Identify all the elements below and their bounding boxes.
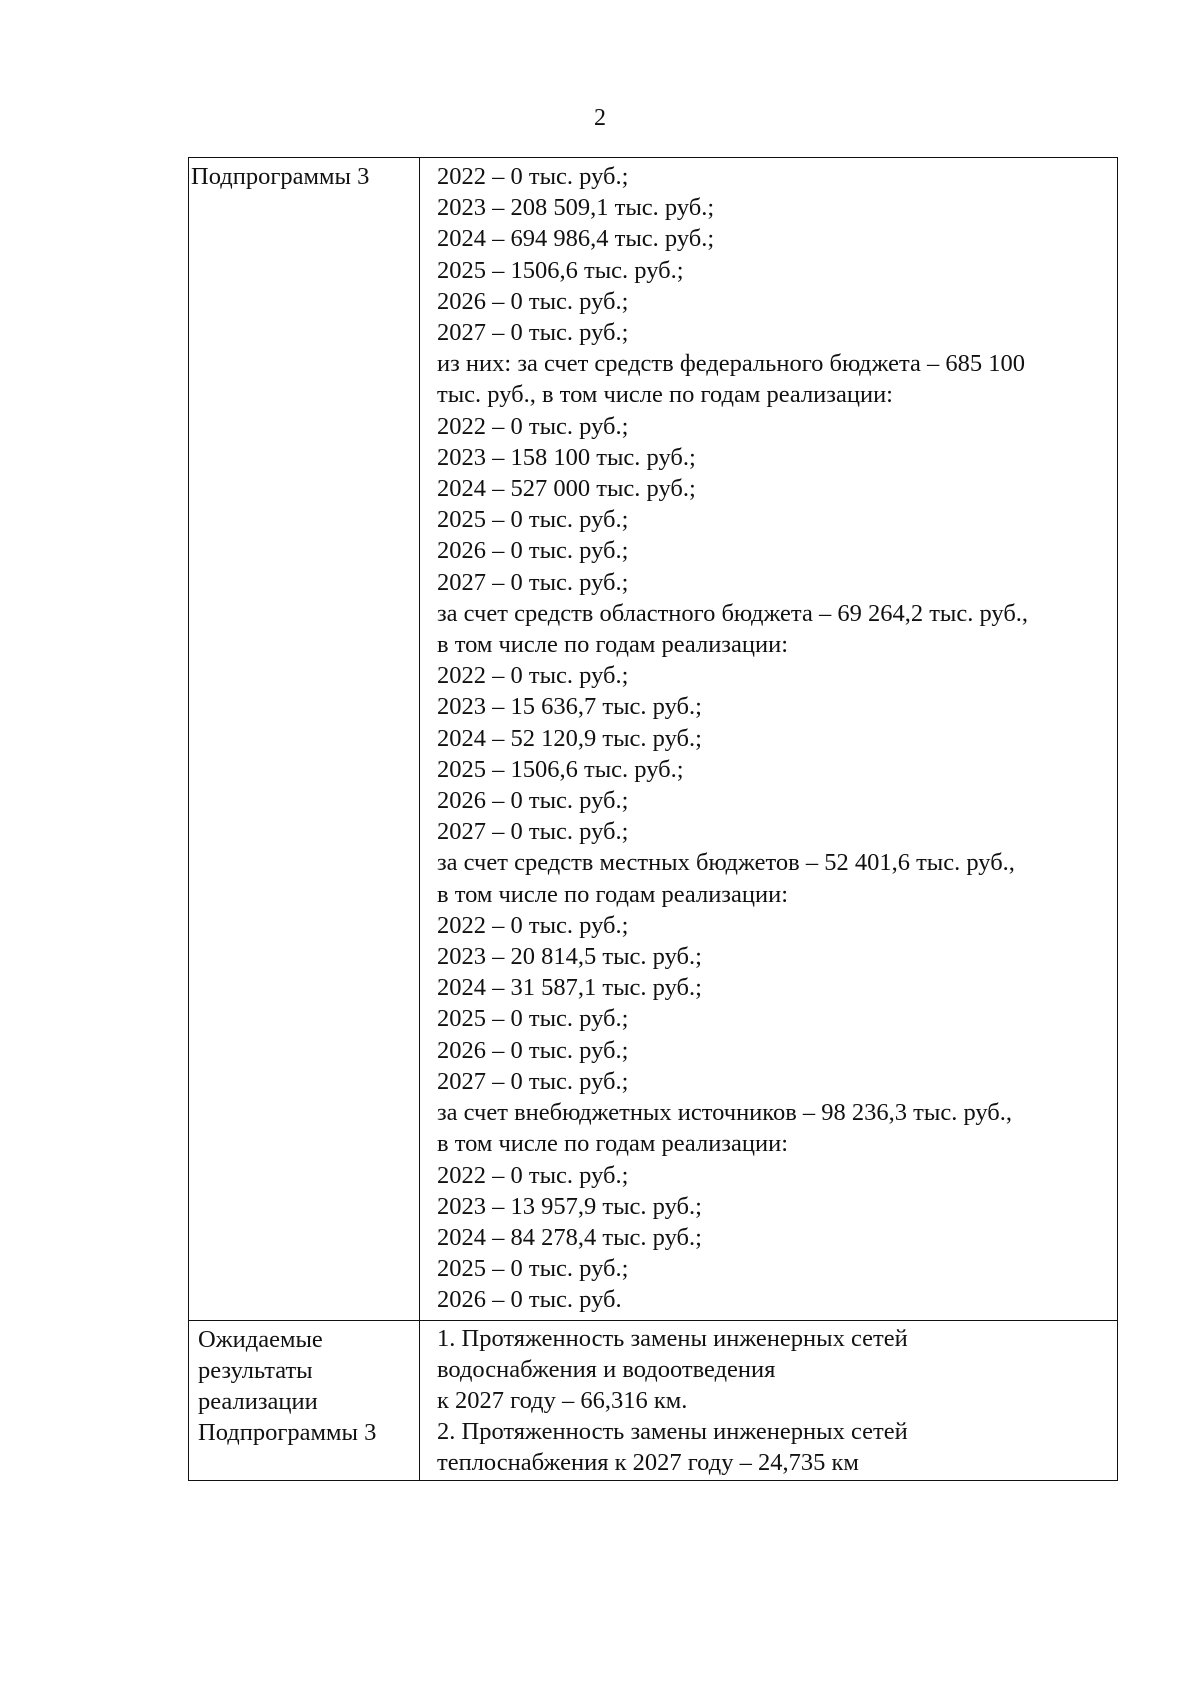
funding-line: 2023 – 13 957,9 тыс. руб.;: [437, 1192, 702, 1220]
funding-row: [189, 158, 1118, 1321]
funding-line: 2027 – 0 тыс. руб.;: [437, 818, 629, 846]
funding-line: 2026 – 0 тыс. руб.;: [437, 787, 629, 815]
funding-line: 2026 – 0 тыс. руб.: [437, 1286, 622, 1314]
funding-line: 2026 – 0 тыс. руб.;: [437, 1036, 629, 1064]
results-line: к 2027 году – 66,316 км.: [437, 1386, 688, 1414]
results-values-cell: [420, 1320, 1118, 1480]
results-label-line: Подпрограммы 3: [198, 1419, 377, 1447]
funding-line: 2026 – 0 тыс. руб.;: [437, 287, 629, 315]
funding-line: в том числе по годам реализации:: [437, 1130, 789, 1158]
funding-line: 2022 – 0 тыс. руб.;: [437, 412, 629, 440]
funding-line: 2026 – 0 тыс. руб.;: [437, 537, 629, 565]
results-line: 1. Протяженность замены инженерных сетей: [437, 1324, 908, 1352]
funding-line: 2023 – 15 636,7 тыс. руб.;: [437, 693, 702, 721]
funding-line: 2027 – 0 тыс. руб.;: [437, 1067, 629, 1095]
results-label-cell: [189, 1320, 420, 1480]
page-number: 2: [594, 105, 606, 131]
funding-line: 2025 – 0 тыс. руб.;: [437, 1255, 629, 1283]
funding-line: 2022 – 0 тыс. руб.;: [437, 911, 629, 939]
funding-line: 2025 – 1506,6 тыс. руб.;: [437, 256, 684, 284]
funding-line: 2023 – 208 509,1 тыс. руб.;: [437, 194, 715, 222]
funding-line: из них: за счет средств федерального бюджета – 685 100: [437, 350, 1025, 378]
funding-line: 2023 – 158 100 тыс. руб.;: [437, 443, 696, 471]
funding-line: 2024 – 84 278,4 тыс. руб.;: [437, 1223, 702, 1251]
funding-line: 2024 – 52 120,9 тыс. руб.;: [437, 724, 702, 752]
funding-line: за счет внебюджетных источников – 98 236,3 тыс. руб.,: [437, 1099, 1013, 1127]
results-line: теплоснабжения к 2027 году – 24,735 км: [437, 1449, 859, 1477]
funding-label: Подпрограммы 3: [191, 163, 370, 190]
funding-values-cell: [420, 158, 1118, 1321]
funding-line: 2027 – 0 тыс. руб.;: [437, 319, 629, 347]
funding-line: 2027 – 0 тыс. руб.;: [437, 568, 629, 596]
funding-label-cell: [189, 158, 420, 1321]
results-label-line: результаты: [198, 1356, 313, 1384]
funding-line: в том числе по годам реализации:: [437, 880, 789, 908]
funding-line: за счет средств местных бюджетов – 52 401,6 тыс. руб.,: [437, 849, 1015, 877]
subprogram-passport-table: [188, 157, 1118, 1481]
funding-line: 2024 – 31 587,1 тыс. руб.;: [437, 974, 702, 1002]
funding-line: 2025 – 0 тыс. руб.;: [437, 1005, 629, 1033]
funding-line: 2024 – 694 986,4 тыс. руб.;: [437, 225, 715, 253]
results-line: водоснабжения и водоотведения: [437, 1355, 776, 1383]
funding-line: 2023 – 20 814,5 тыс. руб.;: [437, 943, 702, 971]
funding-line: 2022 – 0 тыс. руб.;: [437, 163, 629, 190]
funding-line: 2022 – 0 тыс. руб.;: [437, 1161, 629, 1189]
funding-line: 2024 – 527 000 тыс. руб.;: [437, 475, 696, 503]
results-label-line: Ожидаемые: [198, 1325, 323, 1353]
funding-line: в том числе по годам реализации:: [437, 631, 789, 659]
funding-line: 2025 – 1506,6 тыс. руб.;: [437, 755, 684, 783]
results-line: 2. Протяженность замены инженерных сетей: [437, 1418, 908, 1446]
funding-line: 2022 – 0 тыс. руб.;: [437, 662, 629, 690]
results-label-line: реализации: [198, 1387, 318, 1415]
funding-line: 2025 – 0 тыс. руб.;: [437, 506, 629, 534]
funding-line: за счет средств областного бюджета – 69 264,2 тыс. руб.,: [437, 599, 1029, 627]
results-row: [189, 1320, 1118, 1480]
funding-line: тыс. руб., в том числе по годам реализации:: [437, 381, 893, 409]
